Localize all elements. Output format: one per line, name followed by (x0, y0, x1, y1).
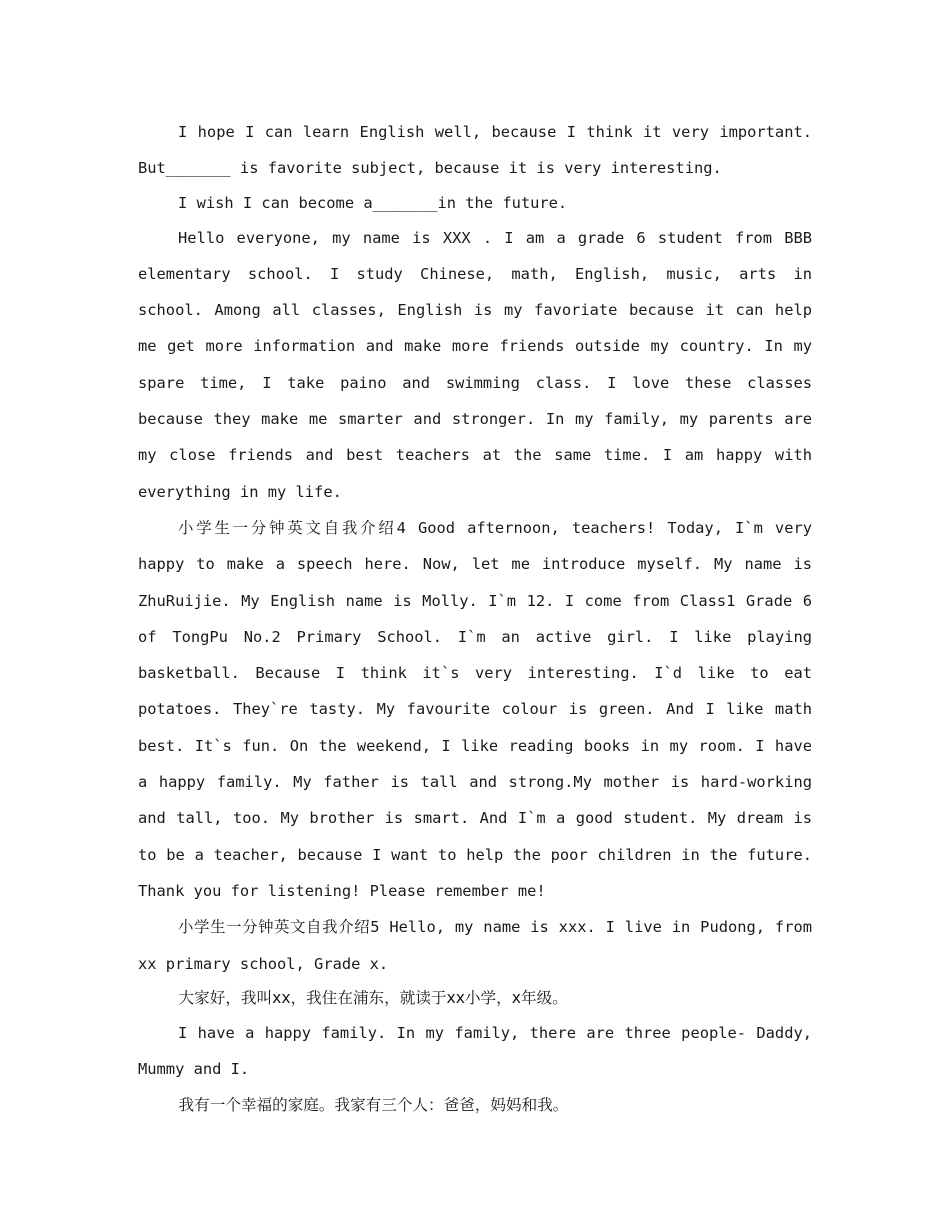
paragraph-hope-learn-english: I hope I can learn English well, because I think it very important. But_______ is favorite subject, because it is very interesting. (138, 123, 812, 178)
paragraph-chinese-greeting: 大家好，我叫xx，我住在浦东，就读于xx小学，x年级。 (178, 988, 568, 1007)
paragraph-happy-family: I have a happy family. In my family, there are three people- Daddy, Mummy and I. (138, 1023, 812, 1079)
paragraph-wish-future: I wish I can become a_______in the future. (178, 193, 568, 212)
paragraph-chinese-family: 我有一个幸福的家庭。我家有三个人：爸爸，妈妈和我。 (178, 1096, 569, 1115)
paragraph-self-introduction-4: 小学生一分钟英文自我介绍4 Good afternoon, teachers! Today, I`m very happy to make a speech here. Now, let me introduce myself. My name is ZhuRuijie. My English name is Molly. I`m 12. I come from Class1 Grade 6 of TongPu No.2 Primary School. I`m an active girl. I like playing basketball. Because I think it`s very interesting. I`d like to eat potatoes. They`re tasty. My favourite colour is green. And I like math best. It`s fun. On the weekend, I like reading books in my room. I have a happy family. My father is tall and strong.My mother is hard-working and tall, too. My brother is smart. And I`m a good student. My dream is to be a teacher, because I want to help the poor children in the future. Thank you for listening! Please remember me! (138, 518, 812, 900)
paragraph-self-introduction-3: Hello everyone, my name is XXX . I am a grade 6 student from BBB elementary school. I study Chinese, math, English, music, arts in school. Among all classes, English is my favoriate because it can help me get more information and make more friends outside my country. In my spare time, I take paino and swimming class. I love these classes because they make me smarter and stronger. In my family, my parents are my close friends and best teachers at the same time. I am happy with everything in my life. (138, 228, 812, 501)
paragraph-self-introduction-5: 小学生一分钟英文自我介绍5 Hello, my name is xxx. I live in Pudong, from xx primary school, Grade x. (138, 918, 812, 973)
document-body (138, 114, 812, 1124)
